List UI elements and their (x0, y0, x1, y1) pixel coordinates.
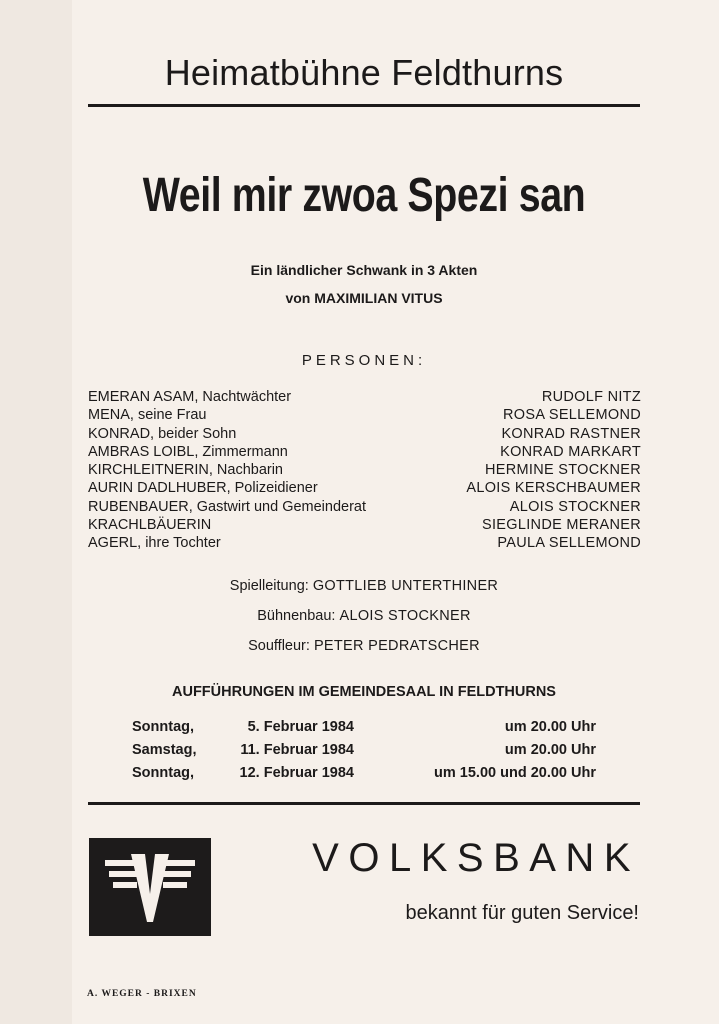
cast-actor: SIEGLINDE MERANER (482, 517, 641, 534)
cast-entry (88, 406, 641, 424)
performance-date: 5. Februar 1984 (247, 719, 354, 735)
cast-entry (88, 425, 641, 443)
cast-role: AGERL, ihre Tochter (88, 535, 221, 552)
cast-role: EMERAN ASAM, Nachtwächter (88, 389, 292, 405)
cast-entry (88, 534, 641, 552)
credit-label: Bühnenbau: (257, 608, 336, 624)
page-margin-shade (0, 0, 72, 1024)
volksbank-logo-icon (89, 838, 211, 936)
play-author: von MAXIMILIAN VITUS (285, 290, 443, 306)
performances-heading: AUFFÜHRUNGEN IM GEMEINDESAAL IN FELDTHURNS (172, 684, 556, 700)
cast-actor: ROSA SELLEMOND (503, 407, 641, 424)
credit-name: ALOIS STOCKNER (339, 608, 471, 624)
cast-actor: ALOIS STOCKNER (509, 498, 641, 515)
performance-day: Sonntag, (132, 719, 195, 735)
sponsor-slogan: bekannt für guten Service! (405, 902, 639, 924)
cast-actor: KONRAD RASTNER (501, 425, 641, 442)
performance-row (132, 716, 596, 739)
play-title: Weil mir zwoa Spezi san (142, 169, 586, 222)
play-subtitle: Ein ländlicher Schwank in 3 Akten (250, 262, 478, 278)
performance-time: um 20.00 Uhr (504, 719, 596, 735)
credit-name: GOTTLIEB UNTERTHINER (312, 578, 499, 594)
performance-list (132, 716, 596, 785)
cast-entry (88, 498, 641, 516)
top-divider (88, 104, 640, 107)
performance-date: 11. Februar 1984 (240, 742, 354, 758)
cast-actor: ALOIS KERSCHBAUMER (466, 480, 641, 497)
bottom-divider (88, 802, 640, 805)
cast-actor: HERMINE STOCKNER (485, 462, 641, 479)
theater-name: Heimatbühne Feldthurns (164, 52, 564, 93)
cast-role: AMBRAS LOIBL, Zimmermann (88, 443, 288, 460)
sponsor-name: VOLKSBANK (312, 836, 640, 880)
cast-actor: PAULA SELLEMOND (497, 535, 641, 552)
performance-row (132, 762, 596, 785)
performance-day: Sonntag, (132, 765, 195, 781)
credit-name: PETER PEDRATSCHER (313, 638, 480, 654)
cast-role: KRACHLBÄUERIN (88, 517, 212, 534)
cast-actor: KONRAD MARKART (500, 443, 641, 460)
cast-actor: RUDOLF NITZ (541, 389, 641, 405)
credit-label: Spielleitung: (229, 578, 309, 594)
credit-label: Souffleur: (248, 638, 310, 654)
performance-row (132, 739, 596, 762)
cast-entry (88, 443, 641, 461)
cast-entry (88, 388, 641, 406)
performance-day: Samstag, (132, 742, 197, 758)
credit-direction (88, 578, 640, 594)
performance-time: um 20.00 Uhr (504, 742, 596, 758)
cast-entry (88, 516, 641, 534)
cast-entry (88, 479, 641, 497)
credit-prompter (88, 638, 640, 654)
cast-role: KIRCHLEITNERIN, Nachbarin (88, 462, 283, 479)
performance-date: 12. Februar 1984 (239, 765, 354, 781)
printer-credit: A. WEGER - BRIXEN (87, 989, 197, 999)
performance-time: um 15.00 und 20.00 Uhr (434, 765, 596, 781)
cast-role: MENA, seine Frau (88, 407, 207, 424)
cast-role: KONRAD, beider Sohn (88, 425, 237, 442)
cast-entry (88, 461, 641, 479)
cast-list (88, 388, 641, 553)
cast-heading: PERSONEN: (301, 352, 427, 369)
cast-role: AURIN DADLHUBER, Polizeidiener (88, 480, 318, 497)
credit-stage-design (88, 608, 640, 624)
cast-role: RUBENBAUER, Gastwirt und Gemeinderat (88, 498, 367, 515)
